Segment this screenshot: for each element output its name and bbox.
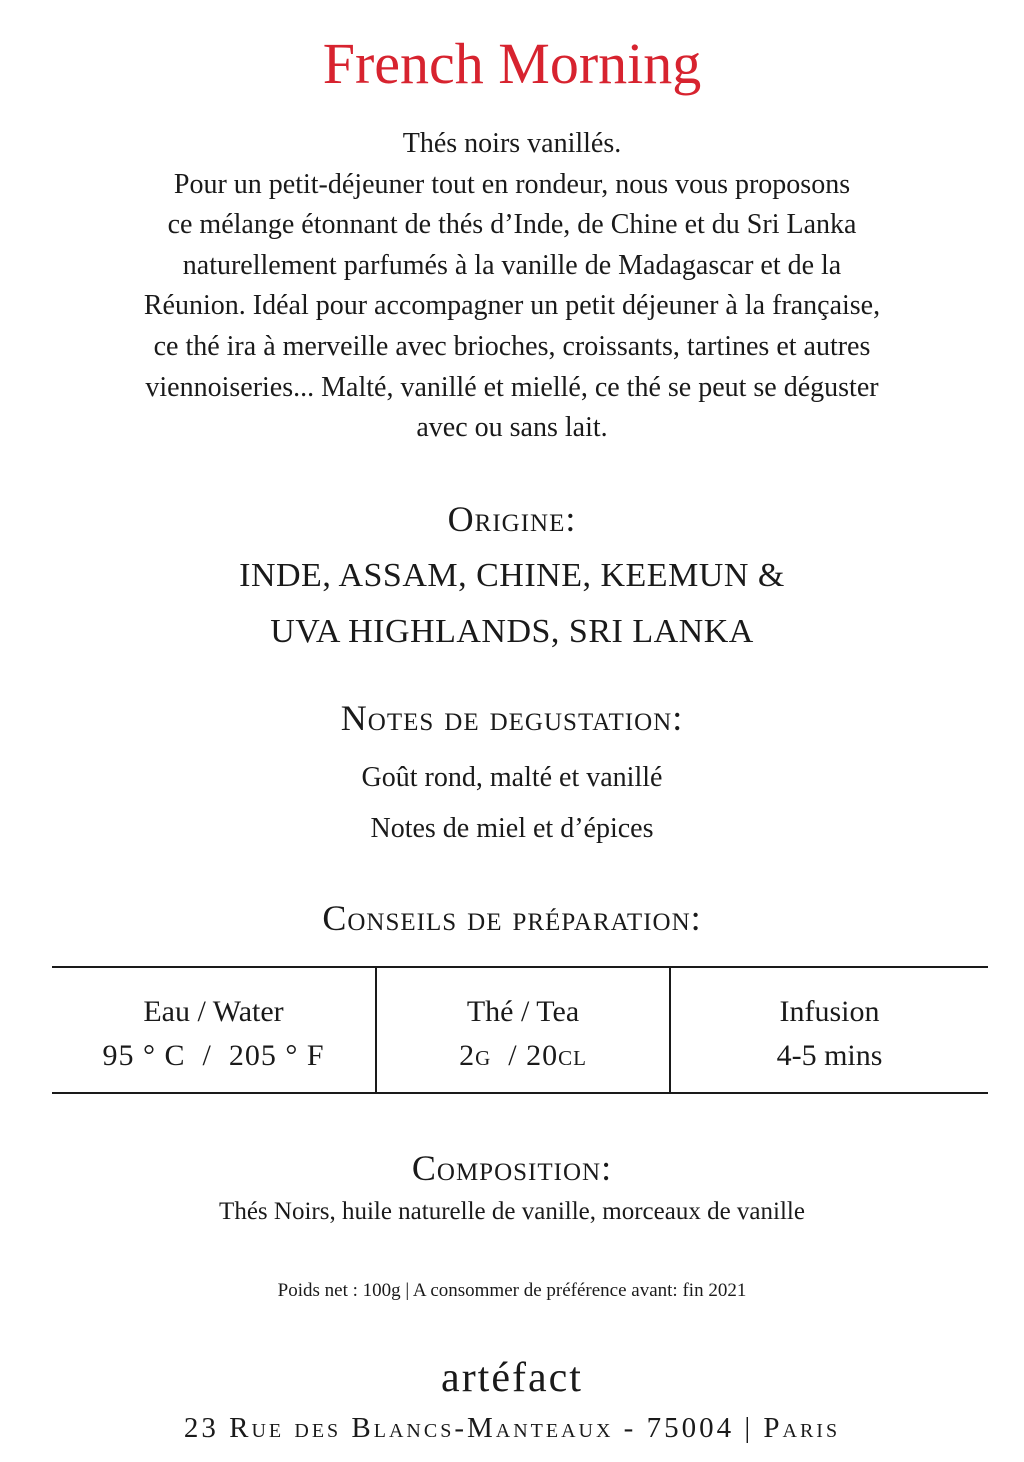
brand-name: artéfact	[441, 1355, 583, 1401]
shop-address: 23 Rue des Blancs-Manteaux - 75004 | Paris	[183, 1412, 841, 1444]
origin-line: INDE, ASSAM, CHINE, KEEMUN &	[239, 557, 785, 594]
description-line: ce thé ira à merveille avec brioches, croissants, tartines et autres	[153, 330, 871, 362]
preparation-table	[52, 966, 988, 1094]
tasting-line: Notes de miel et d’épices	[370, 813, 654, 844]
composition-heading: Composition:	[411, 1148, 613, 1188]
origin-heading: Origine:	[447, 499, 577, 539]
description-line: viennoiseries... Malté, vanillé et miellé, ce thé se peut se déguster	[145, 371, 879, 403]
description-line: Thés noirs vanillés.	[402, 128, 622, 159]
description-line: naturellement parfumés à la vanille de Madagascar et de la	[182, 249, 842, 281]
description-line: avec ou sans lait.	[416, 412, 608, 444]
product-title: French Morning	[322, 31, 702, 96]
prep-tea-value: 2g / 20cl	[459, 1039, 587, 1072]
prep-water-cell	[52, 968, 377, 1092]
tasting-line: Goût rond, malté et vanillé	[361, 762, 663, 793]
description-line: ce mélange étonnant de thés d’Inde, de Chine et du Sri Lanka	[167, 209, 857, 241]
tasting-heading: Notes de degustation:	[340, 698, 684, 738]
preparation-heading: Conseils de préparation:	[322, 898, 702, 938]
description-line: Pour un petit-déjeuner tout en rondeur, nous vous proposons	[173, 168, 851, 200]
tasting-notes	[0, 752, 1024, 854]
composition-text: Thés Noirs, huile naturelle de vanille, morceaux de vanille	[219, 1198, 805, 1225]
prep-tea-cell	[377, 968, 671, 1092]
prep-infusion-cell	[671, 968, 988, 1092]
prep-tea-label: Thé / Tea	[466, 995, 580, 1028]
prep-infusion-value: 4-5 mins	[776, 1039, 883, 1072]
prep-water-label: Eau / Water	[143, 995, 284, 1028]
description-line: Réunion. Idéal pour accompagner un petit déjeuner à la française,	[143, 290, 881, 322]
prep-water-value: 95 ° C / 205 ° F	[102, 1039, 325, 1072]
prep-infusion-label: Infusion	[779, 995, 880, 1028]
product-description	[50, 124, 974, 449]
weight-expiry-line: Poids net : 100g | A consommer de préférence avant: fin 2021	[277, 1280, 747, 1301]
origin-line: UVA HIGHLANDS, SRI LANKA	[270, 613, 754, 650]
origin-values	[0, 548, 1024, 660]
